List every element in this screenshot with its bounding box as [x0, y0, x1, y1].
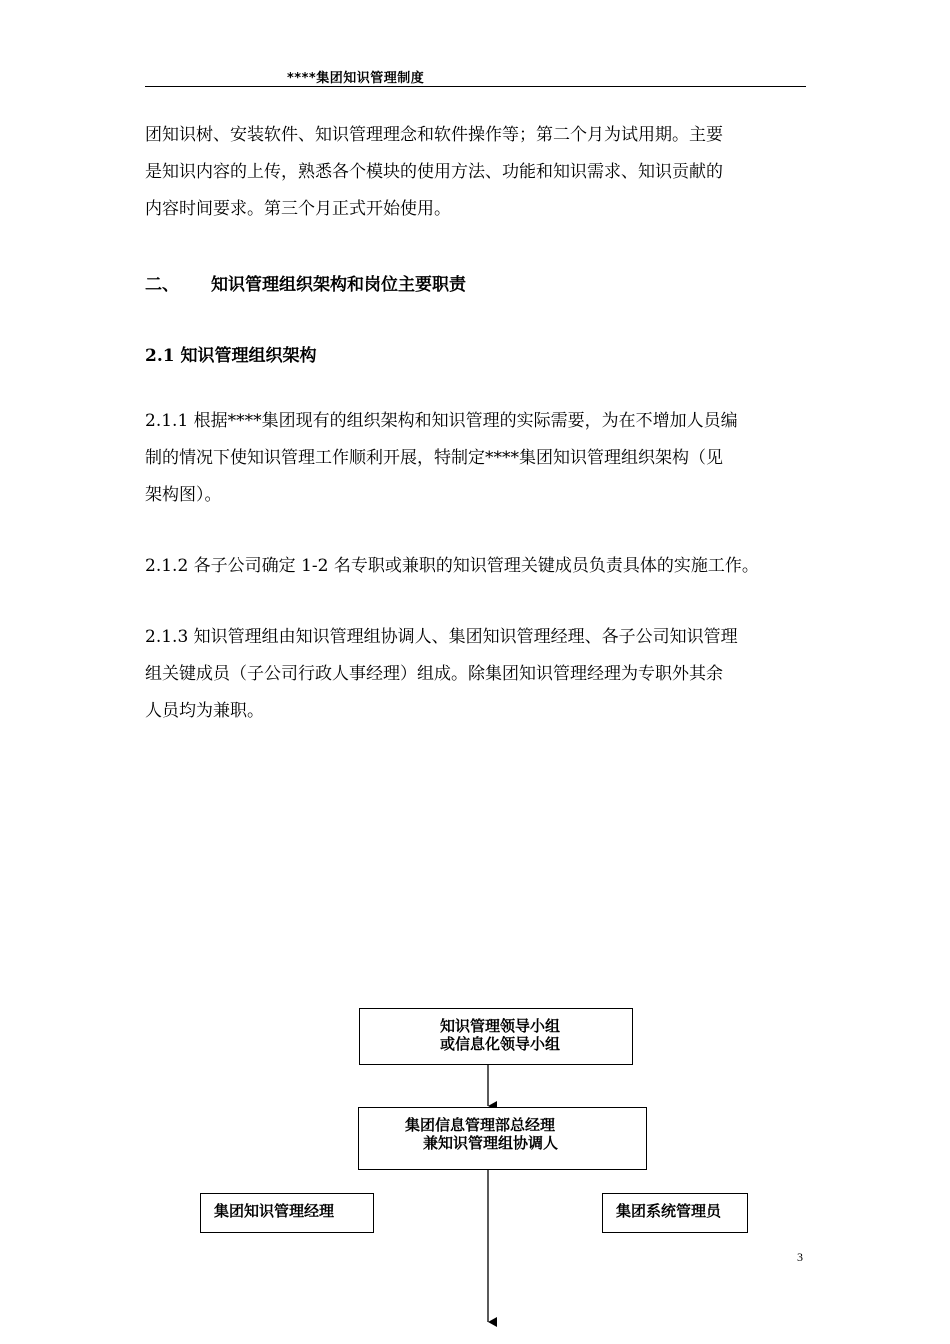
text-line: 是知识内容的上传，熟悉各个模块的使用方法、功能和知识需求、知识贡献的: [145, 162, 723, 182]
text-line: 组关键成员（子公司行政人事经理）组成。除集团知识管理经理为专职外其余: [145, 664, 723, 684]
sys-admin-box: [602, 1193, 748, 1233]
coordinator-box: [358, 1107, 647, 1170]
leader-group-box: [359, 1008, 633, 1065]
text-line: 2.1.2 各子公司确定 1-2 名专职或兼职的知识管理关键成员负责具体的实施工作。: [145, 556, 759, 576]
sys-admin-label: 集团系统管理员: [616, 1202, 722, 1220]
text-line: 2.1.1 根据****集团现有的组织架构和知识管理的实际需要，为在不增加人员编: [145, 411, 738, 431]
leader-group-line2: 或信息化领导小组: [440, 1035, 561, 1053]
page-number: 3: [797, 1250, 803, 1264]
km-manager-box: [200, 1193, 374, 1233]
text-line: 架构图）。: [145, 485, 222, 505]
coordinator-line1: 集团信息管理部总经理: [405, 1116, 556, 1134]
subsection-heading: 2.1 知识管理组织架构: [145, 346, 317, 366]
km-manager-label: 集团知识管理经理: [214, 1202, 335, 1220]
text-line: 制的情况下使知识管理工作顺利开展，特制定****集团知识管理组织架构（见: [145, 448, 723, 468]
text-line: 团知识树、安装软件、知识管理理念和软件操作等；第二个月为试用期。主要: [145, 125, 723, 145]
text-line: 人员均为兼职。: [145, 701, 264, 721]
text-line: 内容时间要求。第三个月正式开始使用。: [145, 199, 451, 219]
leader-group-line1: 知识管理领导小组: [440, 1017, 561, 1035]
text-line: 2.1.3 知识管理组由知识管理组协调人、集团知识管理经理、各子公司知识管理: [145, 627, 738, 647]
page-header-title: ****集团知识管理制度: [287, 71, 425, 86]
section-title: 知识管理组织架构和岗位主要职责: [211, 275, 466, 295]
coordinator-line2: 兼知识管理组协调人: [423, 1134, 559, 1152]
section-number: 二、: [145, 275, 179, 295]
